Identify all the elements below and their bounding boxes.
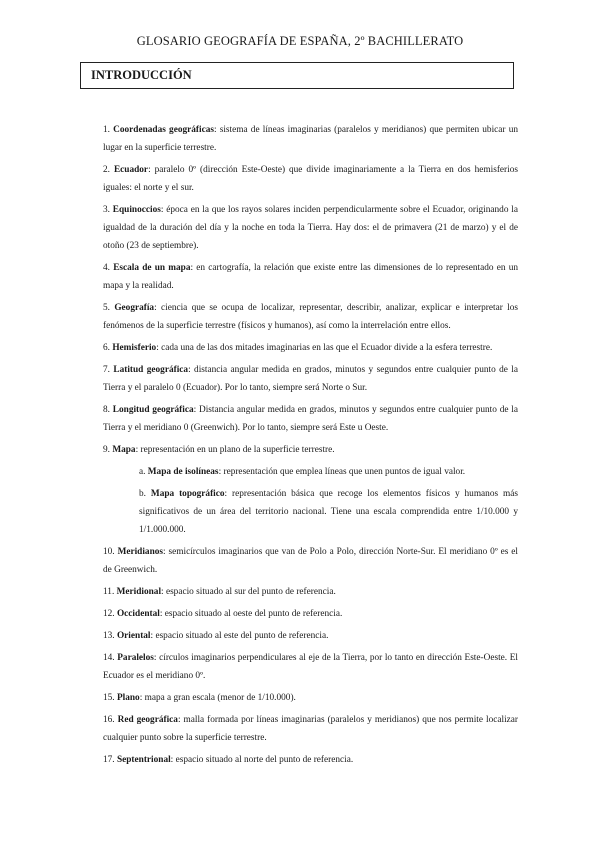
glossary-entry-10 — [103, 543, 518, 579]
entry-term: Occidental — [116, 609, 160, 619]
entry-number: 14. — [103, 653, 115, 663]
entry-term: Latitud geográfica — [113, 365, 189, 375]
entry-definition: : cada una de las dos mitades imaginarias en las que el Ecuador divide a la esfera terrestre. — [156, 343, 493, 353]
entry-number: 9. — [103, 445, 110, 455]
entry-term: Equinoccios — [112, 205, 161, 215]
entry-term: Paralelos — [117, 653, 154, 663]
entry-definition: : semicírculos imaginarios que van de Polo a Polo, dirección Norte-Sur. El meridiano 0º es el de Greenwich. — [103, 547, 519, 575]
document-title: GLOSARIO GEOGRAFÍA DE ESPAÑA, 2º BACHILLERATO — [136, 34, 464, 48]
entry-number: 11. — [103, 587, 115, 597]
entry-definition: : espacio situado al oeste del punto de referencia. — [159, 609, 343, 619]
entry-definition: : época en la que los rayos solares inciden perpendicularmente sobre el Ecuador, originando la igualdad de la duración del día y la noche en toda la Tierra. Hay dos: el de primavera (21 de marzo) y el de otoño (23 de septiembre). — [103, 205, 518, 251]
entry-term: Geografía — [114, 303, 155, 313]
glossary-subentry-b — [103, 485, 518, 539]
glossary-entry-15 — [103, 689, 518, 707]
glossary-entry-6 — [103, 339, 518, 357]
entry-number: 4. — [103, 263, 110, 273]
entry-number: 3. — [103, 205, 110, 215]
entry-definition: : Distancia angular medida en grados, minutos y segundos entre cualquier punto de la Tierra y el meridiano 0 (Greenwich). Por lo tanto, siempre será Este u Oeste. — [103, 405, 518, 433]
entry-term: Red geográfica — [117, 715, 178, 725]
entry-number: 1. — [103, 125, 110, 135]
glossary-subentry-a — [103, 463, 518, 481]
glossary-entry-16 — [103, 711, 518, 747]
entry-term: Coordenadas geográficas — [113, 125, 214, 135]
entry-number: 12. — [103, 609, 115, 619]
glossary-entry-17 — [103, 751, 518, 769]
entry-term: Escala de un mapa — [113, 263, 191, 273]
subentry-definition: : representación básica que recoge los elementos físicos y humanos más significativos de un área del territorio nacional. Tiene una escala comprendida entre 1/10.000 y 1/1.000.000. — [139, 489, 518, 535]
entry-term: Septentrional — [116, 755, 171, 765]
entry-term: Meridianos — [117, 547, 164, 557]
entry-number: 5. — [103, 303, 110, 313]
entry-definition: : paralelo 0º (dirección Este-Oeste) que divide imaginariamente a la Tierra en dos hemisferios iguales: el norte y el sur. — [103, 165, 519, 193]
subentry-letter: b. — [139, 489, 146, 499]
entry-definition: : círculos imaginarios perpendiculares al eje de la Tierra, por lo tanto en dirección Este-Oeste. El Ecuador es el meridiano 0º. — [103, 653, 518, 681]
entry-number: 10. — [103, 547, 115, 557]
glossary-entry-3 — [103, 201, 518, 255]
entry-number: 6. — [103, 343, 110, 353]
entry-term: Plano — [116, 693, 140, 703]
entry-number: 13. — [103, 631, 115, 641]
entry-term: Oriental — [116, 631, 151, 641]
entry-term: Meridional — [116, 587, 162, 597]
section-heading: INTRODUCCIÓN — [91, 68, 192, 82]
entry-number: 8. — [103, 405, 110, 415]
entry-definition: : sistema de líneas imaginarias (paralelos y meridianos) que permiten ubicar un lugar en la superficie terrestre. — [103, 125, 518, 153]
subentry-definition: : representación que emplea líneas que unen puntos de igual valor. — [218, 467, 466, 477]
subentry-term: Mapa topográfico — [150, 489, 225, 499]
entry-definition: : espacio situado al norte del punto de referencia. — [170, 755, 354, 765]
entry-definition: : espacio situado al sur del punto de referencia. — [161, 587, 336, 597]
entry-number: 2. — [103, 165, 110, 175]
entry-definition: : espacio situado al este del punto de referencia. — [150, 631, 329, 641]
subentry-term: Mapa de isolíneas — [147, 467, 219, 477]
entry-definition: : mapa a gran escala (menor de 1/10.000). — [139, 693, 296, 703]
entry-definition: : en cartografía, la relación que existe entre las dimensiones de lo representado en un mapa y la realidad. — [103, 263, 519, 291]
glossary-entry-8 — [103, 401, 518, 437]
entry-definition: : representación en un plano de la superficie terrestre. — [135, 445, 335, 455]
entry-term: Longitud geográfica — [112, 405, 194, 415]
glossary-entry-13 — [103, 627, 518, 645]
entry-definition: : malla formada por líneas imaginarias (paralelos y meridianos) que nos permite localizar cualquier punto sobre la superficie terrestre. — [103, 715, 518, 743]
subentry-letter: a. — [139, 467, 146, 477]
glossary-list — [103, 121, 518, 773]
glossary-entry-4 — [103, 259, 518, 295]
entry-term: Mapa — [112, 445, 136, 455]
glossary-entry-2 — [103, 161, 518, 197]
glossary-entry-7 — [103, 361, 518, 397]
glossary-entry-14 — [103, 649, 518, 685]
glossary-entry-5 — [103, 299, 518, 335]
entry-number: 16. — [103, 715, 115, 725]
entry-number: 15. — [103, 693, 115, 703]
glossary-entry-9 — [103, 441, 518, 459]
entry-number: 7. — [103, 365, 110, 375]
entry-definition: : distancia angular medida en grados, minutos y segundos entre cualquier punto de la Tierra y el paralelo 0 (Ecuador). Por lo tanto, siempre será Norte o Sur. — [103, 365, 519, 393]
glossary-entry-1 — [103, 121, 518, 157]
section-heading-box — [80, 62, 514, 89]
entry-definition: : ciencia que se ocupa de localizar, representar, describir, analizar, explicar e interpretar los fenómenos de la superficie terrestre (físicos y humanos), así como la interrelación entre ellos. — [103, 303, 518, 331]
glossary-entry-12 — [103, 605, 518, 623]
glossary-entry-11 — [103, 583, 518, 601]
entry-term: Hemisferio — [112, 343, 157, 353]
entry-number: 17. — [103, 755, 115, 765]
entry-term: Ecuador — [113, 165, 149, 175]
